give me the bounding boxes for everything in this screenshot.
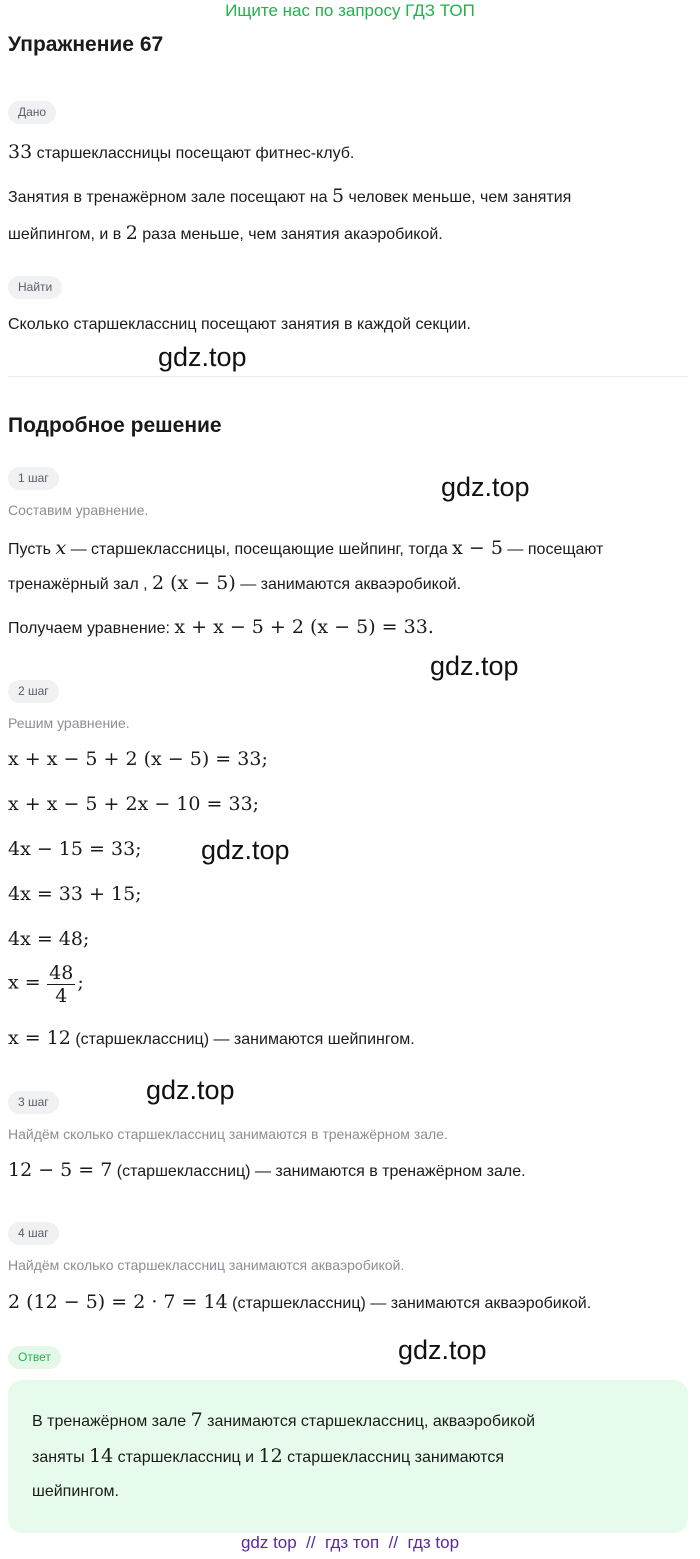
find-badge: [8, 276, 62, 299]
answer-text-b: занимаются старшеклассниц, акваэробикой: [202, 1413, 536, 1430]
step1-hint: Составим уравнение.: [8, 502, 149, 518]
search-banner: Ищите нас по запросу ГДЗ ТОП: [225, 1, 475, 20]
step3-label: 3 шаг: [8, 1091, 59, 1114]
answer-text-a: В тренажёрном зале: [32, 1413, 191, 1430]
step2-eq-6: [8, 962, 84, 1007]
step2-eq-1-math: x + x − 5 + 2 (x − 5) = 33;: [8, 748, 268, 770]
step1-text-b: — старшеклассницы, посещающие шейпинг, тогда: [66, 541, 453, 558]
given-line-3: [8, 222, 443, 244]
answer-badge: [8, 1346, 61, 1369]
step2-eq-6-tail: ;: [77, 971, 84, 994]
watermark: gdz.top: [441, 472, 530, 502]
fraction-numerator: 48: [49, 962, 74, 984]
answer-box: [8, 1380, 688, 1533]
step1-text-e: — занимаются акваэробикой.: [235, 576, 462, 593]
expr-2-x-minus-5: 2 (x − 5): [151, 572, 236, 594]
section-divider: [8, 376, 688, 377]
step2-eq-7: [8, 1027, 415, 1049]
given-line-3-text-b: раза меньше, чем занятия акаэробикой.: [137, 226, 443, 243]
step2-eq-5-math: 4x = 48;: [8, 928, 90, 950]
answer-text-d: старшеклассниц и: [113, 1449, 259, 1466]
step3-math: 12 − 5 = 7: [8, 1159, 113, 1181]
fraction-denominator: 4: [55, 985, 68, 1007]
step1-text-c: — посещают: [502, 541, 604, 558]
step2-eq-4-math: 4x = 33 + 15;: [8, 883, 142, 905]
step1-equation: x + x − 5 + 2 (x − 5) = 33.: [174, 616, 434, 638]
given-line-1-text: старшеклассницы посещают фитнес-клуб.: [32, 145, 355, 162]
step2-eq-7-text: (старшеклассниц) — занимаются шейпингом.: [70, 1031, 415, 1048]
given-line-3-text-a: шейпингом, и в: [8, 226, 126, 243]
step2-eq-3: [8, 838, 142, 860]
given-number-2: 2: [125, 222, 138, 244]
step4-text: (старшеклассниц) — занимаются акваэробикой.: [227, 1295, 592, 1312]
step1-label: 1 шаг: [8, 467, 59, 490]
given-label: Дано: [8, 101, 56, 124]
given-line-1: [8, 141, 354, 163]
step2-eq-1: [8, 748, 268, 770]
answer-number-14: 14: [89, 1445, 114, 1467]
expr-x-minus-5: x − 5: [452, 537, 503, 559]
step2-eq-5: [8, 928, 89, 950]
answer-text-e: старшеклассниц занимаются: [282, 1449, 504, 1466]
given-number-5: 5: [331, 185, 345, 207]
step4-hint: Найдём сколько старшеклассниц занимаются акваэробикой.: [8, 1257, 405, 1273]
step1-text-a: Пусть: [8, 541, 56, 558]
given-line-2: [8, 185, 571, 207]
step4-badge: [8, 1222, 59, 1245]
step2-label: 2 шаг: [8, 680, 59, 703]
answer-label: Ответ: [8, 1346, 61, 1369]
answer-line-1: [32, 1409, 535, 1431]
given-line-2-text-b: человек меньше, чем занятия: [344, 189, 572, 206]
step2-hint: Решим уравнение.: [8, 715, 130, 731]
answer-text-c: заняты: [32, 1449, 90, 1466]
step2-eq-2: [8, 793, 259, 815]
step2-eq-3-math: 4x − 15 = 33;: [8, 838, 142, 860]
find-text: Сколько старшеклассниц посещают занятия в каждой секции.: [8, 316, 471, 333]
step4-math: 2 (12 − 5) = 2 · 7 = 14: [8, 1291, 228, 1313]
given-line-2-text-a: Занятия в тренажёрном зале посещают на: [8, 189, 332, 206]
answer-line-3: шейпингом.: [32, 1483, 119, 1500]
step2-eq-4: [8, 883, 142, 905]
given-number-33: 33: [8, 141, 33, 163]
step3-badge: [8, 1091, 59, 1114]
watermark: gdz.top: [430, 651, 519, 681]
fraction: [47, 962, 75, 1007]
watermark: gdz.top: [146, 1075, 235, 1105]
watermark: gdz.top: [201, 835, 290, 865]
find-label: Найти: [8, 276, 62, 299]
footer-watermark: gdz top // гдз топ // гдз top: [240, 1533, 460, 1552]
step1-line-3: [8, 616, 434, 638]
step1-badge: [8, 467, 59, 490]
step4-label: 4 шаг: [8, 1222, 59, 1245]
watermark: gdz.top: [158, 342, 247, 372]
step1-text-d: тренажёрный зал ,: [8, 576, 152, 593]
page-title: Упражнение 67: [8, 33, 164, 56]
answer-number-12: 12: [258, 1445, 283, 1467]
variable-x: x: [55, 537, 67, 559]
step2-eq-7-math: x = 12: [8, 1027, 71, 1049]
answer-line-2: [32, 1445, 504, 1467]
given-badge: [8, 101, 56, 124]
step2-eq-6-lhs: x =: [8, 971, 41, 994]
step4-line: [8, 1291, 591, 1313]
watermark: gdz.top: [398, 1335, 487, 1365]
step1-line-1: [8, 537, 603, 559]
answer-number-7: 7: [190, 1409, 203, 1431]
step2-eq-2-math: x + x − 5 + 2x − 10 = 33;: [8, 793, 260, 815]
step2-badge: [8, 680, 59, 703]
step3-line: [8, 1159, 526, 1181]
step3-hint: Найдём сколько старшеклассниц занимаются в тренажёрном зале.: [8, 1126, 448, 1142]
solution-title: Подробное решение: [8, 414, 222, 437]
step3-text: (старшеклассниц) — занимаются в тренажёрном зале.: [112, 1163, 526, 1180]
step1-text-f: Получаем уравнение:: [8, 620, 175, 637]
step1-line-2: [8, 572, 461, 594]
